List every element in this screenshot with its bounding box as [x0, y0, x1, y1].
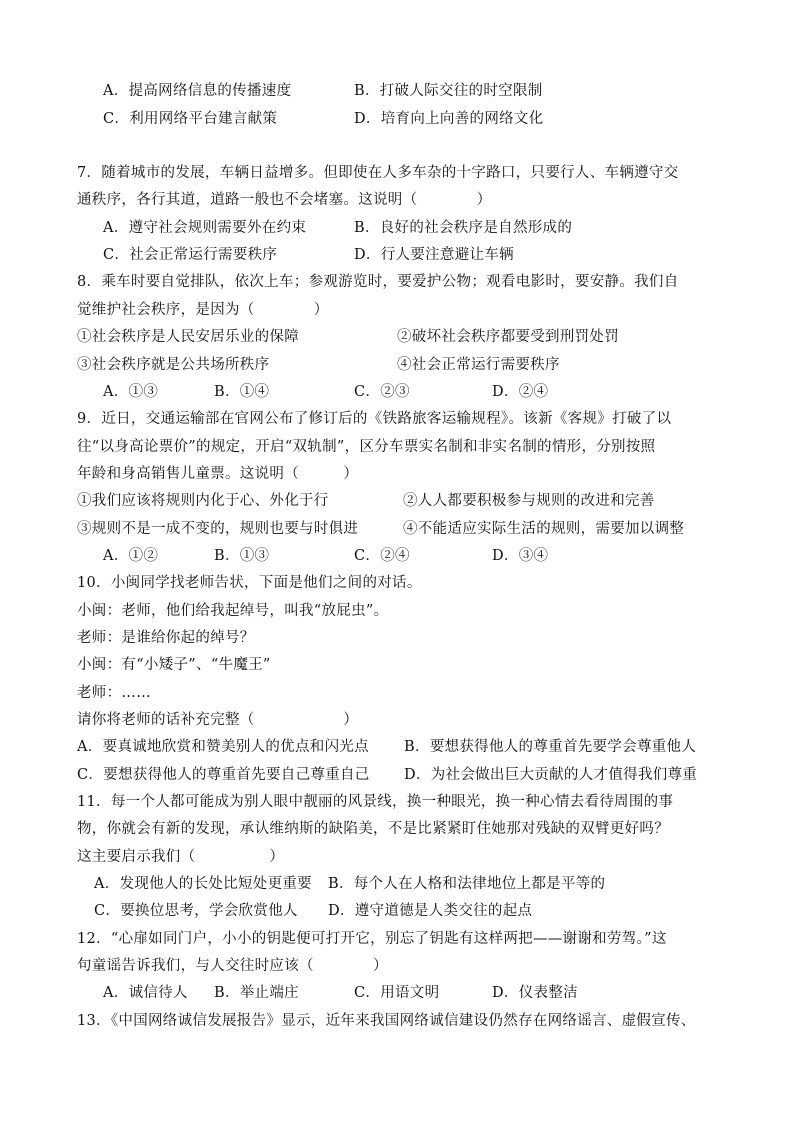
q12-option-d: D．仪表整洁: [492, 985, 578, 1001]
q6-option-a: A．提高网络信息的传播速度: [103, 83, 292, 99]
q12-option-b: B．举止端庄: [214, 985, 299, 1001]
q12-option-a: A．诚信待人: [103, 985, 188, 1001]
q9-stem-line2: 往“以身高论票价”的规定，开启“双轨制”，区分车票实名制和非实名制的情形，分别按照: [77, 439, 656, 455]
q10-stem: 10．小闽同学找老师告状，下面是他们之间的对话。: [77, 575, 422, 591]
q11-stem-line1: 11．每一个人都可能成为别人眼中靓丽的风景线，换一种眼光，换一种心情去看待周围的事: [77, 794, 674, 810]
q11-option-c: C．要换位思考，学会欣赏他人: [94, 903, 298, 919]
q7-stem-line2: 通秩序，各行其道，道路一般也不会堵塞。这说明（ ）: [77, 192, 492, 208]
q11-option-b: B．每个人在人格和法律地位上都是平等的: [328, 876, 606, 892]
q10-option-d: D．为社会做出巨大贡献的人才值得我们尊重: [404, 767, 698, 783]
q6-option-d: D．培育向上向善的网络文化: [354, 111, 544, 127]
q8-option-d: D．②④: [492, 384, 549, 400]
q8-option-c: C．②③: [354, 384, 410, 400]
q7-option-a: A．遵守社会规则需要外在约束: [103, 220, 307, 236]
q10-dialogue-1: 小闽：老师，他们给我起绰号，叫我“放屁虫”。: [77, 603, 389, 619]
q12-stem-line1: 12．“心扉如同门户，小小的钥匙便可打开它，别忘了钥匙有这样两把——谢谢和劳驾。”这: [77, 931, 667, 947]
q11-option-a: A．发现他人的长处比短处更重要: [94, 876, 312, 892]
q8-statement-1: ①社会秩序是人民安居乐业的保障: [77, 329, 299, 345]
q12-option-c: C．用语文明: [354, 985, 440, 1001]
q11-stem-line2: 物，你就会有新的发现，承认维纳斯的缺陷美，不是比紧紧盯住她那对残缺的双臂更好吗？: [77, 821, 669, 837]
q6-option-b: B．打破人际交往的时空限制: [354, 83, 543, 99]
q12-stem-line2: 句童谣告诉我们，与人交往时应该（ ）: [77, 958, 388, 974]
q11-stem-line3: 这主要启示我们（ ）: [77, 849, 285, 865]
q8-stem-line1: 8．乘车时要自觉排队，依次上车；参观游览时，要爱护公物；观看电影时，要安静。我们自: [77, 274, 679, 290]
q9-option-d: D．③④: [492, 548, 549, 564]
q9-stem-line3: 年龄和身高销售儿童票。这说明（ ）: [77, 466, 359, 482]
q10-option-c: C．要想获得他人的尊重首先要自己尊重自己: [77, 767, 370, 783]
q9-option-c: C．②④: [354, 548, 410, 564]
q10-dialogue-4: 老师：……: [77, 685, 151, 701]
q6-option-c: C．利用网络平台建言献策: [103, 111, 278, 127]
q8-statement-3: ③社会秩序就是公共场所秩序: [77, 357, 270, 373]
q10-dialogue-3: 小闽：有“小矮子”、“牛魔王”: [77, 657, 271, 673]
q8-option-b: B．①④: [214, 384, 270, 400]
q9-statement-1: ①我们应该将规则内化于心、外化于行: [77, 493, 329, 509]
q9-option-a: A．①②: [103, 548, 159, 564]
q8-option-a: A．①③: [103, 384, 159, 400]
q9-stem-line1: 9．近日，交通运输部在官网公布了修订后的《铁路旅客运输规程》。该新《客规》打破了以: [77, 411, 672, 427]
q7-option-d: D．行人要注意避让车辆: [354, 247, 514, 263]
q8-stem-line2: 觉维护社会秩序，是因为（ ）: [77, 302, 329, 318]
q7-option-c: C．社会正常运行需要秩序: [103, 247, 278, 263]
q8-statement-4: ④社会正常运行需要秩序: [397, 357, 560, 373]
q8-statement-2: ②破坏社会秩序都要受到刑罚处罚: [397, 329, 619, 345]
q11-option-d: D．遵守道德是人类交往的起点: [328, 903, 533, 919]
q10-question: 请你将老师的话补充完整（ ）: [77, 712, 359, 728]
q7-option-b: B．良好的社会秩序是自然形成的: [354, 220, 573, 236]
q9-statement-4: ④不能适应实际生活的规则，需要加以调整: [403, 521, 685, 537]
q10-dialogue-2: 老师：是谁给你起的绰号？: [77, 630, 255, 646]
q9-statement-2: ②人人都要积极参与规则的改进和完善: [403, 493, 655, 509]
q13-stem-line1: 13．《中国网络诚信发展报告》显示，近年来我国网络诚信建设仍然存在网络谣言、虚假宣传、: [77, 1013, 696, 1029]
q10-option-a: A．要真诚地欣赏和赞美别人的优点和闪光点: [77, 739, 369, 755]
q7-stem-line1: 7．随着城市的发展，车辆日益增多。但即使在人多车杂的十字路口，只要行人、车辆遵守交: [77, 165, 679, 181]
q9-statement-3: ③规则不是一成不变的，规则也要与时俱进: [77, 521, 359, 537]
q10-option-b: B．要想获得他人的尊重首先要学会尊重他人: [404, 739, 697, 755]
q9-option-b: B．①③: [214, 548, 270, 564]
